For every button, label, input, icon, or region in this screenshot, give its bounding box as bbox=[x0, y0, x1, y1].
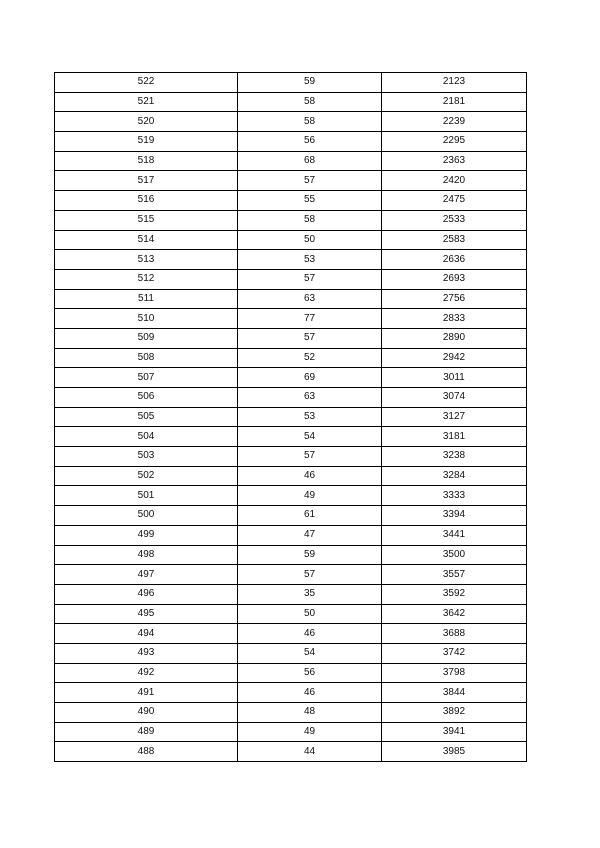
table-row bbox=[55, 447, 527, 467]
score-cell: 510 bbox=[55, 309, 238, 329]
cumulative-cell: 3394 bbox=[382, 506, 527, 526]
cumulative-cell: 2181 bbox=[382, 92, 527, 112]
score-table bbox=[54, 72, 527, 762]
cumulative-cell: 3284 bbox=[382, 466, 527, 486]
table-row bbox=[55, 683, 527, 703]
table-row bbox=[55, 191, 527, 211]
count-cell: 57 bbox=[238, 171, 382, 191]
cumulative-cell: 3074 bbox=[382, 388, 527, 408]
score-cell: 520 bbox=[55, 112, 238, 132]
cumulative-cell: 2420 bbox=[382, 171, 527, 191]
score-cell: 490 bbox=[55, 703, 238, 723]
count-cell: 57 bbox=[238, 565, 382, 585]
cumulative-cell: 3181 bbox=[382, 427, 527, 447]
score-cell: 502 bbox=[55, 466, 238, 486]
score-cell: 511 bbox=[55, 289, 238, 309]
cumulative-cell: 3688 bbox=[382, 624, 527, 644]
count-cell: 50 bbox=[238, 604, 382, 624]
table-row bbox=[55, 742, 527, 762]
cumulative-cell: 2295 bbox=[382, 132, 527, 152]
score-cell: 506 bbox=[55, 388, 238, 408]
cumulative-cell: 2475 bbox=[382, 191, 527, 211]
count-cell: 56 bbox=[238, 663, 382, 683]
score-cell: 494 bbox=[55, 624, 238, 644]
cumulative-cell: 3333 bbox=[382, 486, 527, 506]
table-row bbox=[55, 722, 527, 742]
cumulative-cell: 2693 bbox=[382, 269, 527, 289]
cumulative-cell: 3642 bbox=[382, 604, 527, 624]
count-cell: 46 bbox=[238, 683, 382, 703]
cumulative-cell: 3011 bbox=[382, 368, 527, 388]
table-row bbox=[55, 368, 527, 388]
cumulative-cell: 3592 bbox=[382, 584, 527, 604]
cumulative-cell: 3798 bbox=[382, 663, 527, 683]
count-cell: 69 bbox=[238, 368, 382, 388]
count-cell: 63 bbox=[238, 388, 382, 408]
cumulative-cell: 2123 bbox=[382, 73, 527, 93]
count-cell: 49 bbox=[238, 486, 382, 506]
table-row bbox=[55, 210, 527, 230]
count-cell: 44 bbox=[238, 742, 382, 762]
score-cell: 516 bbox=[55, 191, 238, 211]
count-cell: 59 bbox=[238, 545, 382, 565]
table-row bbox=[55, 151, 527, 171]
score-cell: 500 bbox=[55, 506, 238, 526]
cumulative-cell: 3892 bbox=[382, 703, 527, 723]
cumulative-cell: 2833 bbox=[382, 309, 527, 329]
table-row bbox=[55, 584, 527, 604]
table-row bbox=[55, 604, 527, 624]
count-cell: 68 bbox=[238, 151, 382, 171]
cumulative-cell: 2363 bbox=[382, 151, 527, 171]
score-cell: 492 bbox=[55, 663, 238, 683]
count-cell: 58 bbox=[238, 112, 382, 132]
score-cell: 496 bbox=[55, 584, 238, 604]
score-cell: 513 bbox=[55, 250, 238, 270]
score-cell: 503 bbox=[55, 447, 238, 467]
score-cell: 504 bbox=[55, 427, 238, 447]
table-row bbox=[55, 348, 527, 368]
count-cell: 46 bbox=[238, 466, 382, 486]
count-cell: 61 bbox=[238, 506, 382, 526]
table-row bbox=[55, 73, 527, 93]
cumulative-cell: 3941 bbox=[382, 722, 527, 742]
score-cell: 489 bbox=[55, 722, 238, 742]
score-cell: 522 bbox=[55, 73, 238, 93]
cumulative-cell: 2636 bbox=[382, 250, 527, 270]
table-row bbox=[55, 230, 527, 250]
count-cell: 53 bbox=[238, 407, 382, 427]
score-cell: 514 bbox=[55, 230, 238, 250]
cumulative-cell: 2756 bbox=[382, 289, 527, 309]
cumulative-cell: 2239 bbox=[382, 112, 527, 132]
cumulative-cell: 3500 bbox=[382, 545, 527, 565]
count-cell: 77 bbox=[238, 309, 382, 329]
table-row bbox=[55, 624, 527, 644]
table-row bbox=[55, 427, 527, 447]
score-cell: 517 bbox=[55, 171, 238, 191]
cumulative-cell: 2942 bbox=[382, 348, 527, 368]
cumulative-cell: 2533 bbox=[382, 210, 527, 230]
cumulative-cell: 3844 bbox=[382, 683, 527, 703]
score-cell: 508 bbox=[55, 348, 238, 368]
count-cell: 57 bbox=[238, 269, 382, 289]
cumulative-cell: 2890 bbox=[382, 328, 527, 348]
count-cell: 55 bbox=[238, 191, 382, 211]
table-row bbox=[55, 92, 527, 112]
cumulative-cell: 3441 bbox=[382, 525, 527, 545]
table-row bbox=[55, 112, 527, 132]
table-row bbox=[55, 171, 527, 191]
count-cell: 46 bbox=[238, 624, 382, 644]
cumulative-cell: 3127 bbox=[382, 407, 527, 427]
count-cell: 58 bbox=[238, 210, 382, 230]
cumulative-cell: 3238 bbox=[382, 447, 527, 467]
table-row bbox=[55, 407, 527, 427]
score-cell: 515 bbox=[55, 210, 238, 230]
table-row bbox=[55, 328, 527, 348]
count-cell: 50 bbox=[238, 230, 382, 250]
table-row bbox=[55, 545, 527, 565]
score-cell: 495 bbox=[55, 604, 238, 624]
table-row bbox=[55, 250, 527, 270]
score-cell: 505 bbox=[55, 407, 238, 427]
count-cell: 49 bbox=[238, 722, 382, 742]
count-cell: 63 bbox=[238, 289, 382, 309]
count-cell: 48 bbox=[238, 703, 382, 723]
count-cell: 57 bbox=[238, 328, 382, 348]
cumulative-cell: 2583 bbox=[382, 230, 527, 250]
table-row bbox=[55, 703, 527, 723]
score-cell: 488 bbox=[55, 742, 238, 762]
count-cell: 53 bbox=[238, 250, 382, 270]
table-row bbox=[55, 466, 527, 486]
table-row bbox=[55, 486, 527, 506]
score-cell: 493 bbox=[55, 643, 238, 663]
table-row bbox=[55, 506, 527, 526]
count-cell: 58 bbox=[238, 92, 382, 112]
count-cell: 47 bbox=[238, 525, 382, 545]
table-body bbox=[55, 73, 527, 762]
table-row bbox=[55, 525, 527, 545]
score-cell: 491 bbox=[55, 683, 238, 703]
score-cell: 497 bbox=[55, 565, 238, 585]
table-row bbox=[55, 565, 527, 585]
table-row bbox=[55, 269, 527, 289]
count-cell: 57 bbox=[238, 447, 382, 467]
cumulative-cell: 3557 bbox=[382, 565, 527, 585]
count-cell: 35 bbox=[238, 584, 382, 604]
score-cell: 519 bbox=[55, 132, 238, 152]
score-cell: 501 bbox=[55, 486, 238, 506]
cumulative-cell: 3742 bbox=[382, 643, 527, 663]
table-row bbox=[55, 289, 527, 309]
count-cell: 54 bbox=[238, 427, 382, 447]
score-cell: 512 bbox=[55, 269, 238, 289]
table-row bbox=[55, 132, 527, 152]
score-cell: 509 bbox=[55, 328, 238, 348]
count-cell: 52 bbox=[238, 348, 382, 368]
cumulative-cell: 3985 bbox=[382, 742, 527, 762]
table-row bbox=[55, 643, 527, 663]
table-row bbox=[55, 309, 527, 329]
score-cell: 499 bbox=[55, 525, 238, 545]
count-cell: 59 bbox=[238, 73, 382, 93]
count-cell: 54 bbox=[238, 643, 382, 663]
count-cell: 56 bbox=[238, 132, 382, 152]
score-cell: 518 bbox=[55, 151, 238, 171]
table-row bbox=[55, 388, 527, 408]
score-cell: 498 bbox=[55, 545, 238, 565]
score-cell: 507 bbox=[55, 368, 238, 388]
score-cell: 521 bbox=[55, 92, 238, 112]
table-row bbox=[55, 663, 527, 683]
